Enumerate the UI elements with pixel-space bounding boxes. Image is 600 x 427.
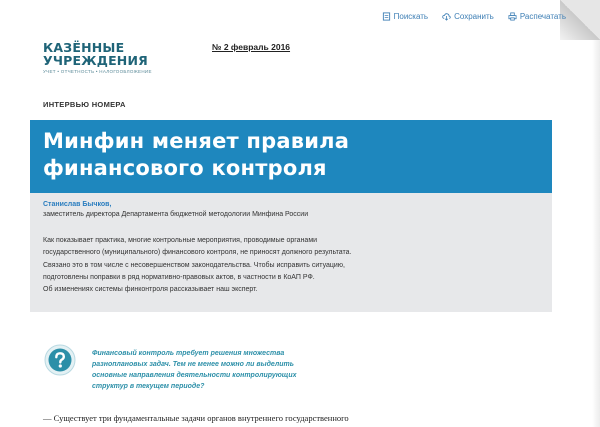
lead-line: государственного (муниципального) финансового контроля, не приносят должного результата. [43,249,352,257]
article-lead-box [30,193,552,312]
lead-line: Связано это в том числе с несовершенством законодательства. Чтобы исправить ситуацию, [43,261,345,269]
question-line: Финансовый контроль требует решения множества [92,350,285,357]
document-icon [382,12,391,21]
logo-line-2: УЧРЕЖДЕНИЯ [43,53,148,68]
print-button[interactable] [508,12,566,21]
section-label: ИНТЕРВЬЮ НОМЕРА [43,100,126,109]
question-line: разноплановых задач. Тем не менее можно ли выделить [92,361,294,368]
save-label: Сохранить [454,12,494,21]
question-line: структур в текущем периоде? [92,383,205,390]
author-title: заместитель директора Департамента бюджетной методологии Минфина России [43,211,309,218]
article-title-banner [30,120,552,193]
interview-question [92,348,322,392]
cloud-download-icon [442,12,451,21]
magazine-logo [43,41,152,74]
lead-line: подготовлены поправки в ряд нормативно-правовых актов, в частности в КоАП РФ. [43,273,315,281]
page-toolbar [382,12,566,21]
logo-tagline: УЧЕТ • ОТЧЕТНОСТЬ • НАЛОГООБЛОЖЕНИЕ [43,69,152,74]
lead-line: Об изменениях системы финконтроля рассказывает наш эксперт. [43,286,258,294]
logo-line-1: КАЗЁННЫЕ [43,40,125,55]
article-title [43,128,349,182]
lead-paragraph [43,235,493,296]
printer-icon [508,12,517,21]
article-title-line-2: финансового контроля [43,156,327,180]
issue-link[interactable]: № 2 февраль 2016 [212,42,291,52]
author-name: Станислав Бычков, [43,201,112,208]
search-label: Поискать [393,12,429,21]
question-line: основные направления деятельности контролирующих [92,372,297,379]
page-edge-shadow [592,40,600,427]
question-icon [44,344,76,376]
save-button[interactable] [442,12,494,21]
lead-line: Как показывает практика, многие контрольные мероприятия, проводимые органами [43,237,318,244]
article-title-line-1: Минфин меняет правила [43,129,350,153]
print-label: Распечатать [519,12,566,21]
folded-corner [560,0,600,40]
search-button[interactable] [382,12,428,21]
interview-answer: — Существует три фундаментальные задачи органов внутреннего государственного [43,413,349,423]
